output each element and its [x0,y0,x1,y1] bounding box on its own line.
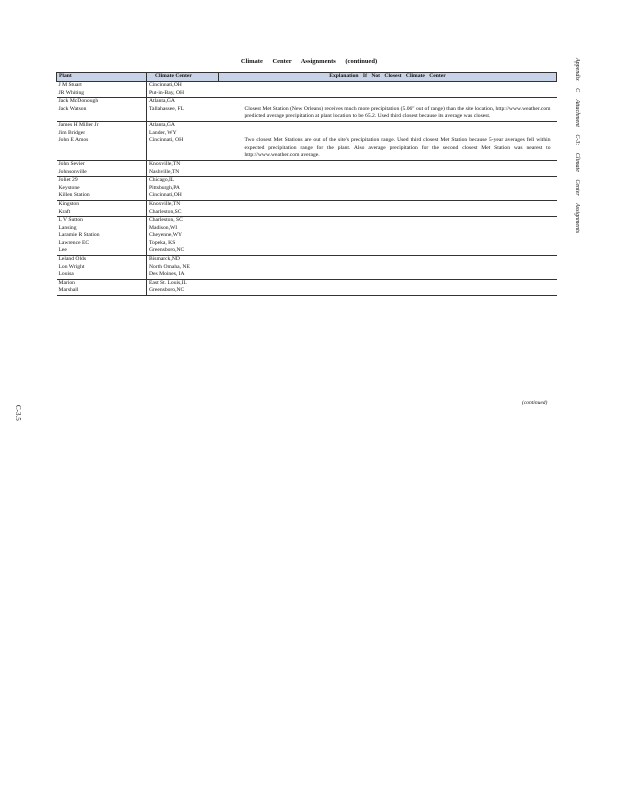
plant-cell: Jack McDonough [57,98,147,106]
explanation-cell [219,225,557,233]
explanation-cell [219,217,557,225]
table-row [57,106,557,122]
table-row [57,256,557,264]
table-row [57,225,557,233]
explanation-cell [219,256,557,264]
plant-cell: Kraft [58,208,71,215]
climate-center-cell: Topeka, KS [147,240,219,248]
table-row [57,279,557,287]
climate-center-cell: North Omaha, NE [147,264,219,272]
header-explanation: Explanation If Not Closest Climate Center [219,73,557,82]
explanation-cell [219,98,557,106]
plant-cell: Lee [58,247,67,254]
table-row [57,287,557,295]
explanation-cell [219,185,557,193]
climate-center-cell: Bismarck,ND [147,256,219,264]
climate-center-cell: Charleston,SC [147,209,219,217]
table-row [57,264,557,272]
page-number: C-3.5 [14,405,22,421]
explanation-cell [219,160,557,168]
explanation-cell [219,247,557,255]
climate-center-cell: Knoxville,TN [147,160,219,168]
climate-center-table [56,72,557,296]
plant-cell: Marshall [57,287,147,295]
table-row [57,137,557,160]
climate-center-cell: Greensboro,NC [147,247,219,255]
table-title: Climate Center Assignments (continued) [240,58,378,65]
table-row [57,82,557,90]
table-row [57,177,557,185]
table-row [57,192,557,200]
table-row [57,98,557,106]
continued-note: (continued) [522,400,548,406]
table-row [57,232,557,240]
plant-cell: Louisa [58,271,74,278]
explanation-cell: Two closest Met Stations are out of the site's precipitation range. Used third closest Met Station because 5-year averages fell within expected precipitation range for the plant. Also average precipitation for the second closest Met Station was nearest to http://www.weather.com average. [244,137,551,159]
climate-center-cell: Chicago,IL [147,177,219,185]
climate-center-cell: Atlanta,GA [147,121,219,129]
table-body [57,82,557,296]
table-row [57,185,557,193]
climate-center-cell: Knoxville,TN [147,200,219,208]
explanation-cell [219,121,557,129]
explanation-cell [219,271,557,279]
table-row [57,209,557,217]
explanation-cell [219,169,557,177]
plant-cell: Lansing [58,224,77,231]
climate-center-cell: Tallahassee, FL [147,106,219,122]
table-row [57,217,557,225]
plant-cell: John Sevier [57,160,147,168]
plant-cell: Lon Wright [58,263,85,270]
climate-center-cell: Cincinnati, OH [147,137,219,160]
climate-center-cell: Greensboro,NC [147,287,219,295]
appendix-sidebar-label: Appendix C Attachment C-3: Climate Center Assignments [574,58,580,234]
climate-center-cell: Cincinnati,OH [147,192,219,200]
explanation-cell [219,177,557,185]
explanation-cell [219,287,557,295]
table-row [57,121,557,129]
plant-cell: Johnsonville [58,168,87,175]
plant-cell: Keystone [58,184,80,191]
plant-cell: L V Sutton [57,217,147,225]
plant-cell: Leland Olds [57,256,147,264]
plant-cell: Marion [57,279,147,287]
table-row [57,271,557,279]
table-row [57,200,557,208]
plant-cell: Laramie R Station [58,232,100,239]
explanation-cell [219,200,557,208]
table-row [57,169,557,177]
header-climate-center: Climate Center [147,73,219,82]
climate-center-cell: Charleston, SC [147,217,219,225]
plant-cell: JR Whiting [58,89,85,96]
plant-cell: Jack Watson [58,105,87,112]
explanation-cell [219,209,557,217]
table-row [57,247,557,255]
climate-center-cell: Put-in-Bay, OH [147,90,219,98]
plant-cell: Joliet 29 [57,177,147,185]
plant-cell: Lawrence EC [58,239,90,246]
table-row [57,90,557,98]
climate-center-cell: Lander, WY [147,130,219,138]
plant-cell: Jim Bridger [58,129,86,136]
climate-center-cell: Cincinnati,OH [147,82,219,90]
explanation-cell [219,232,557,240]
climate-center-cell: Pittsburgh,PA [147,185,219,193]
plant-cell: Killen Station [58,192,90,199]
climate-center-cell: Madison,WI [147,225,219,233]
climate-center-cell: Cheyenne,WY [147,232,219,240]
climate-center-cell: Des Moines, IA [147,271,219,279]
explanation-cell [219,240,557,248]
climate-center-cell: East St. Louis,IL [147,279,219,287]
explanation-cell [219,192,557,200]
explanation-cell [219,82,557,90]
table-row [57,160,557,168]
explanation-cell: Closest Met Station (New Orleans) receives much more precipitation (5.06" out of range) than the site location, http://www.weather.com predicted average precipitation at plant location to be 65.2. Used third closest because its average was closest. [244,105,551,120]
climate-center-cell: Nashville,TN [147,169,219,177]
explanation-cell [219,279,557,287]
plant-cell: John E Amos [58,137,89,144]
plant-cell: Kingston [57,200,147,208]
plant-cell: James H Miller Jr [57,121,147,129]
explanation-cell [219,90,557,98]
plant-cell: J M Stuart [57,82,147,90]
header-plant: Plant [57,73,147,82]
table-header-row [57,73,557,82]
climate-center-cell: Atlanta,GA [147,98,219,106]
explanation-cell [219,264,557,272]
table-row [57,240,557,248]
